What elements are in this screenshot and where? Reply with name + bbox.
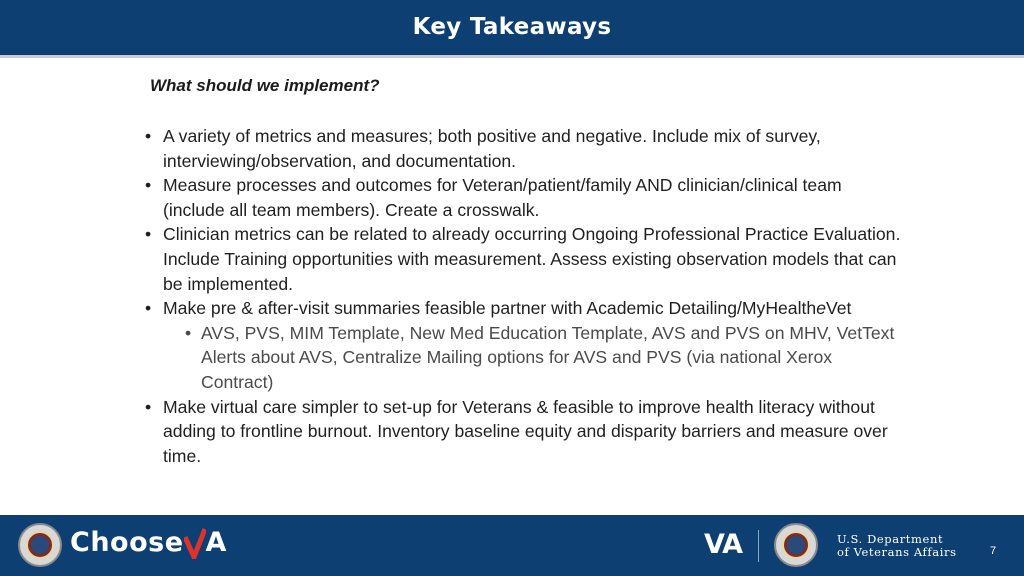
department-line-1: U.S. Department [837,532,944,546]
slide-header [0,0,1024,58]
bullet-virtual-care: • Make virtual care simpler to set-up for Veterans & feasible to improve health literacy without adding to frontline burnout. Inventory baseline equity and disparity barriers and measure over time. [145,395,905,469]
sub-bullet-avs-pvs: • AVS, PVS, MIM Template, New Med Education Template, AVS and PVS on MHV, VetText Alerts about AVS, Centralize Mailing options for AVS and PVS (via national Xerox Contract) [145,321,905,395]
takeaways-list [145,124,905,468]
slide-title: Key Takeaways [412,14,612,40]
choose-va-prefix: Choose [70,527,184,558]
bullet-visit-summaries-tail: Vet [825,298,852,319]
checkmark-v-icon [184,527,206,559]
footer-divider [758,530,759,562]
va-wordmark: VA [704,529,742,560]
bullet-visit-summaries [145,296,905,321]
department-seal-icon [774,523,818,567]
bullet-processes: • Measure processes and outcomes for Veteran/patient/family AND clinician/clinical team (include all team members). Create a crosswalk. [145,173,905,222]
bullet-clinician-metrics: • Clinician metrics can be related to already occurring Ongoing Professional Practice Evaluation. Include Training opportunities with measurement. Assess existing observation models that can be implemented. [145,222,905,296]
bullet-metrics: • A variety of metrics and measures; both positive and negative. Include mix of survey, interviewing/observation, and documentation. [145,124,905,173]
bullet-visit-summaries-text: Make pre & after-visit summaries feasible partner with Academic Detailing/MyHealth [163,298,817,319]
department-name [837,533,957,559]
va-seal-icon [18,523,62,567]
choose-va-suffix: A [205,527,227,558]
department-line-2: of Veterans Affairs [837,545,957,559]
page-number: 7 [990,545,997,557]
choose-va-logo [70,527,227,559]
section-question: What should we implement? [150,76,380,95]
bullet-emphasis: e [816,298,826,319]
